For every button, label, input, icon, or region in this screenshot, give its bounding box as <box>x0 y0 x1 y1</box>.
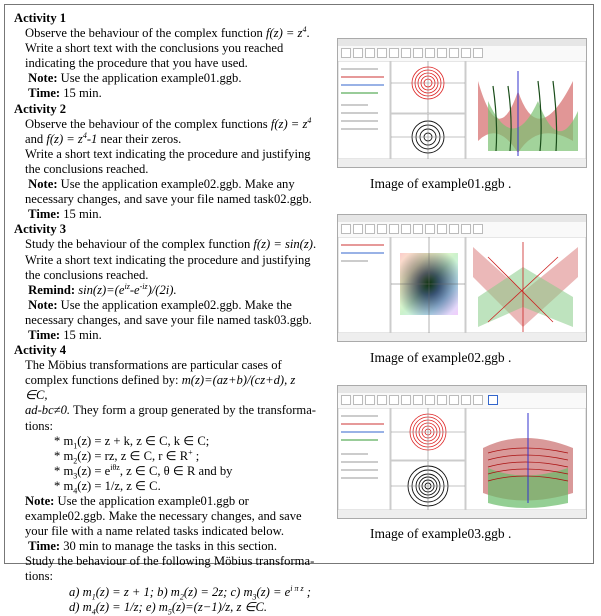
activity4-title: Activity 4 <box>14 343 67 358</box>
activity2-title: Activity 2 <box>14 101 67 116</box>
activity4-note: Note: Use the application example01.ggb or <box>25 494 249 508</box>
activity1-time: Time: 15 min. <box>28 86 102 101</box>
activity1-line1: Observe the behaviour of the complex function $f(z) = z^4$. <box>25 24 310 41</box>
activity4-line4: tions: <box>25 418 53 433</box>
screenshots-column <box>330 5 592 563</box>
example01-screenshot <box>337 38 587 168</box>
activity3-line1: Study the behaviour of the complex function f(z) = sin(z). <box>25 237 317 252</box>
example01-canvas <box>338 61 586 167</box>
activity4-line3: ad-bc≠0. They form a group generated by the transforma- <box>25 403 316 418</box>
example03-screenshot <box>337 385 587 519</box>
activities-frame <box>4 4 594 616</box>
activity4-study2: tions: <box>25 569 53 584</box>
activity1-line2: Write a short text with the conclusions you reached <box>25 41 284 56</box>
activity1-title: Activity 1 <box>14 11 67 25</box>
activity3-note2: necessary changes, and save your file named task03.ggb. <box>25 312 312 327</box>
activity4-time: Time: 30 min to manage the tasks in this section. <box>28 539 277 554</box>
activity4-line1: The Möbius transformations are particular cases of <box>25 358 282 373</box>
toolbar <box>338 393 586 409</box>
activity4-note2: example02.ggb. Make the necessary changes, and save <box>25 509 302 524</box>
activity2-line1: Observe the behaviour of the complex functions $f(z) = z^4$ <box>25 115 312 131</box>
activity3-note: Note: Use the application example02.ggb. Make the <box>28 297 292 312</box>
activity2-line2: and $f(z) = z^4-1$ near their zeros. <box>25 130 182 146</box>
activity3-line3: the conclusions reached. <box>25 267 149 282</box>
mobius-m2: * $m_2(z)$ = rz, z ∈ C, r ∈ R+ ; <box>54 447 200 466</box>
activity3-title: Activity 3 <box>14 222 67 237</box>
caption-example02: Image of example02.ggb . <box>370 350 512 365</box>
activity2-line4: the conclusions reached. <box>25 161 149 176</box>
activity2-note: Note: Use the application example02.ggb. Make any <box>28 177 295 192</box>
activity3-line2: Write a short text indicating the procedure and justifying <box>25 252 311 267</box>
example02-screenshot <box>337 214 587 342</box>
activity2-line3: Write a short text indicating the procedure and justifying <box>25 146 311 161</box>
example02-canvas <box>338 237 586 341</box>
activity4-study1: Study the behaviour of the following Möbius transforma- <box>25 554 315 569</box>
activity3-remind: Remind: $\sin(z)=(e^{iz}-e^{-iz})/(2i)$. <box>28 281 177 297</box>
activity2-time: Time: 15 min. <box>28 207 102 222</box>
mobius-list-row2: d) $m_4(z) = 1/z$; e) $m_5(z)=(z-1)/z$, z ∈C. <box>69 599 268 616</box>
activity1-line3: indicating the procedure that you have used. <box>25 56 248 71</box>
activity1-note: Note: Use the application example01.ggb. <box>28 71 242 86</box>
activity4-note3: your file with a name related tasks indicated below. <box>25 524 285 539</box>
activity3-time: Time: 15 min. <box>28 327 102 342</box>
mobius-m4: * $m_4(z) = 1/z$, z ∈ C. <box>54 478 161 496</box>
mobius-list-row1: a) $m_1(z) = z + 1$; b) $m_2(z) = 2z$; c) $m_3(z) = e^{i \pi z}$ ; <box>69 583 311 602</box>
toolbar <box>338 222 586 238</box>
activities-text-column <box>14 11 319 615</box>
activity4-line2: complex functions defined by: m(z)=(az+b)/(cz+d), z ∈C, <box>25 373 296 403</box>
caption-example01: Image of example01.ggb . <box>370 176 512 191</box>
mobius-m1: * $m_1(z) = z + k$, z ∈ C, k ∈ C; <box>54 433 210 451</box>
activity2-note2: necessary changes, and save your file named task02.ggb. <box>25 192 312 207</box>
toolbar <box>338 46 586 62</box>
caption-example03: Image of example03.ggb . <box>370 526 512 541</box>
example03-canvas <box>338 408 586 518</box>
mobius-m3: * $m_3(z) = e^{i\theta z}$, z ∈ C, θ ∈ R and by <box>54 462 233 481</box>
